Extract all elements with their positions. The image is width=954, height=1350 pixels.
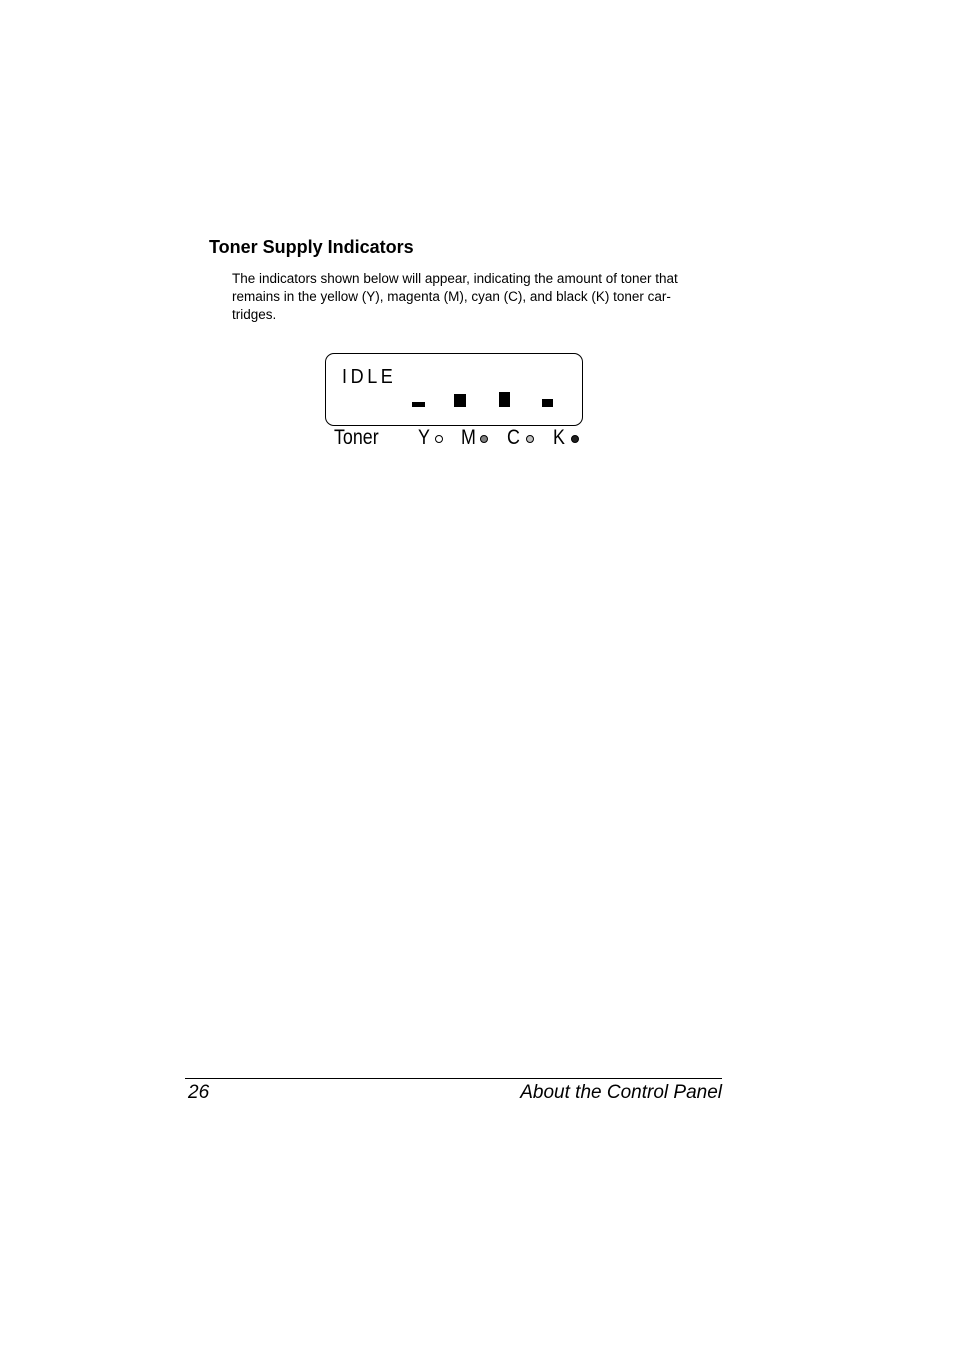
lcd-label-row	[320, 426, 590, 456]
page-number: 26	[188, 1082, 210, 1103]
intro-paragraph	[232, 270, 722, 324]
color-label-yellow: Y	[418, 426, 430, 449]
paragraph-line: tridges.	[232, 307, 277, 322]
lcd-figure	[320, 348, 590, 458]
yellow-indicator-dot-icon	[435, 435, 443, 443]
color-label-black: K	[553, 426, 565, 449]
toner-level-bar-black	[542, 399, 553, 407]
paragraph-line: The indicators shown below will appear, indicating the amount of toner that	[232, 271, 678, 286]
toner-label: Toner	[334, 426, 379, 449]
color-label-cyan: C	[507, 426, 520, 449]
chapter-title: About the Control Panel	[520, 1082, 722, 1103]
paragraph-line: remains in the yellow (Y), magenta (M), cyan (C), and black (K) toner car-	[232, 289, 671, 304]
lcd-status-text: IDLE	[342, 366, 397, 388]
toner-level-bar-yellow	[412, 402, 425, 407]
toner-level-bar-magenta	[454, 394, 466, 407]
footer-divider	[185, 1078, 722, 1079]
section-heading: Toner Supply Indicators	[209, 237, 414, 257]
magenta-indicator-dot-icon	[480, 435, 488, 443]
toner-level-bar-cyan	[499, 392, 510, 407]
cyan-indicator-dot-icon	[526, 435, 534, 443]
black-indicator-dot-icon	[571, 435, 579, 443]
color-label-magenta: M	[461, 426, 476, 449]
lcd-display	[325, 353, 583, 426]
